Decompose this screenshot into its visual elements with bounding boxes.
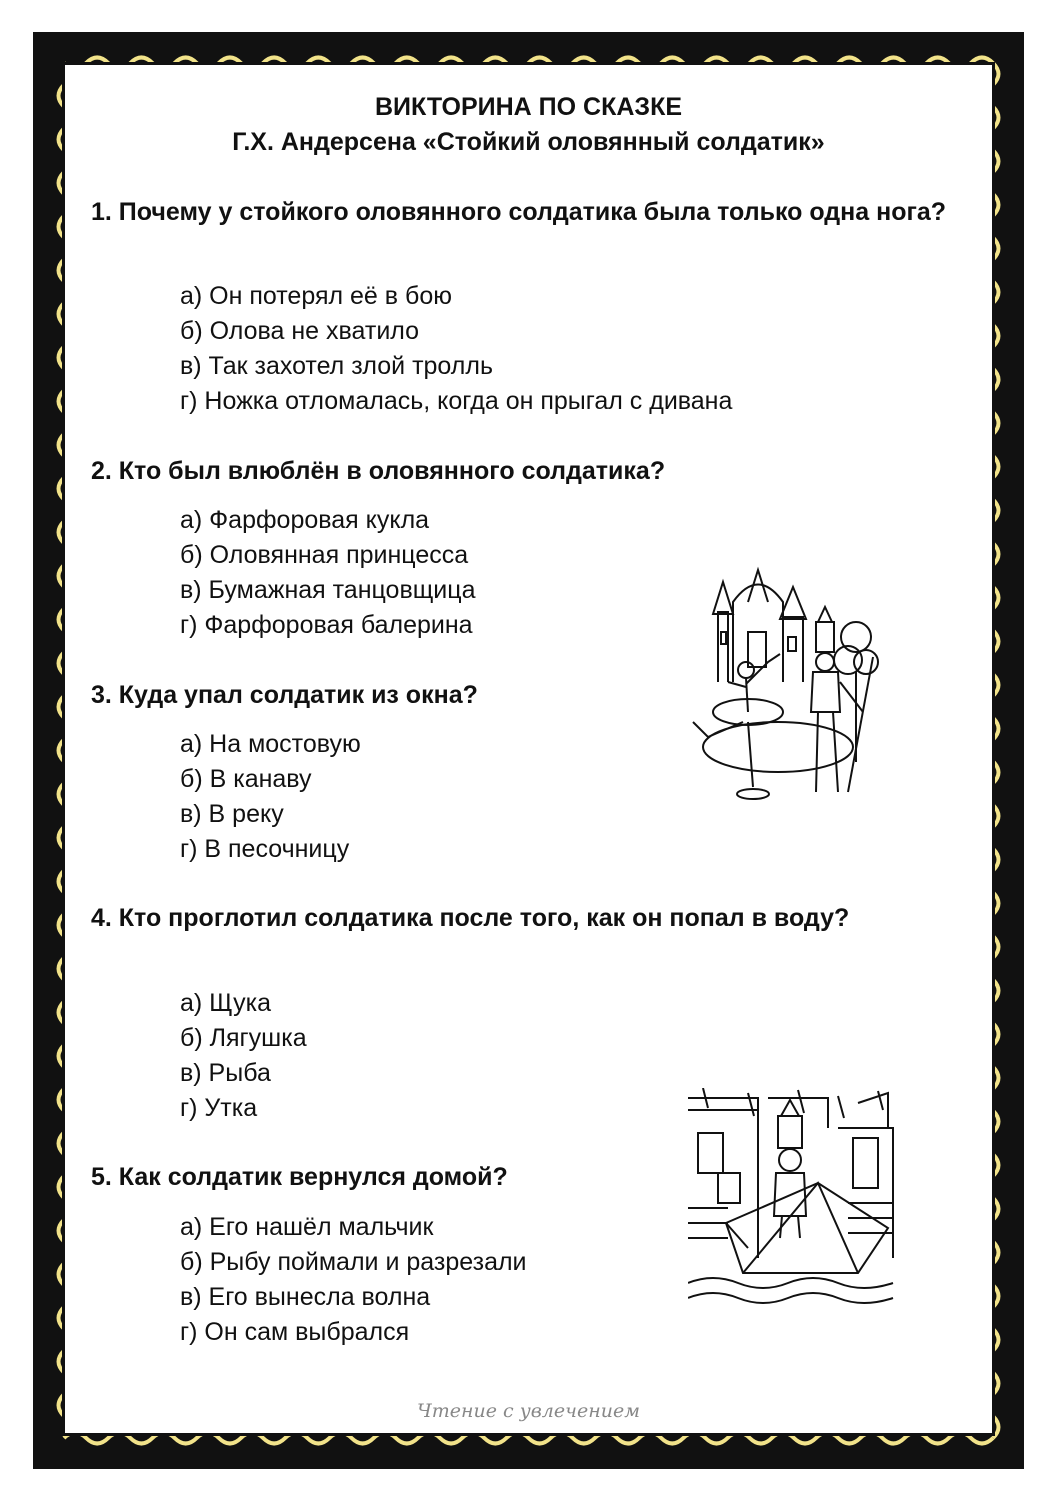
answer-3c: в) В реку bbox=[180, 800, 284, 828]
answer-1b: б) Олова не хватило bbox=[180, 317, 420, 345]
answer-1d: г) Ножка отломалась, когда он прыгал с дивана bbox=[180, 387, 733, 415]
answer-4b: б) Лягушка bbox=[180, 1024, 307, 1052]
answer-5c: в) Его вынесла волна bbox=[180, 1283, 431, 1311]
paper-boat-soldier-illustration bbox=[688, 1088, 898, 1310]
answer-2d: г) Фарфоровая балерина bbox=[180, 611, 473, 639]
answer-2a: а) Фарфоровая кукла bbox=[180, 506, 430, 534]
question-4: 4. Кто проглотил солдатика после того, как он попал в воду? bbox=[91, 904, 850, 932]
answer-4d: г) Утка bbox=[180, 1094, 258, 1122]
answer-3b: б) В канаву bbox=[180, 765, 312, 793]
answer-1a: а) Он потерял её в бою bbox=[180, 282, 452, 310]
answer-1c: в) Так захотел злой тролль bbox=[180, 352, 493, 380]
castle-ballerina-soldier-illustration bbox=[688, 562, 893, 807]
quiz-subtitle: Г.Х. Андерсена «Стойкий оловянный солдатик» bbox=[232, 128, 825, 156]
question-1: 1. Почему у стойкого оловянного солдатика была только одна нога? bbox=[91, 198, 947, 226]
question-5: 5. Как солдатик вернулся домой? bbox=[91, 1163, 508, 1191]
answer-5a: а) Его нашёл мальчик bbox=[180, 1213, 434, 1241]
answer-3a: а) На мостовую bbox=[180, 730, 361, 758]
question-3: 3. Куда упал солдатик из окна? bbox=[91, 681, 478, 709]
footer-brand: Чтение с увлечением bbox=[417, 1400, 640, 1422]
quiz-title: ВИКТОРИНА ПО СКАЗКЕ bbox=[374, 93, 683, 121]
answer-4c: в) Рыба bbox=[180, 1059, 271, 1087]
answer-2b: б) Оловянная принцесса bbox=[180, 541, 469, 569]
answer-2c: в) Бумажная танцовщица bbox=[180, 576, 476, 604]
answer-5b: б) Рыбу поймали и разрезали bbox=[180, 1248, 527, 1276]
answer-3d: г) В песочницу bbox=[180, 835, 350, 863]
question-2: 2. Кто был влюблён в оловянного солдатика? bbox=[91, 457, 666, 485]
answer-4a: а) Щука bbox=[180, 989, 272, 1017]
answer-5d: г) Он сам выбрался bbox=[180, 1318, 410, 1346]
